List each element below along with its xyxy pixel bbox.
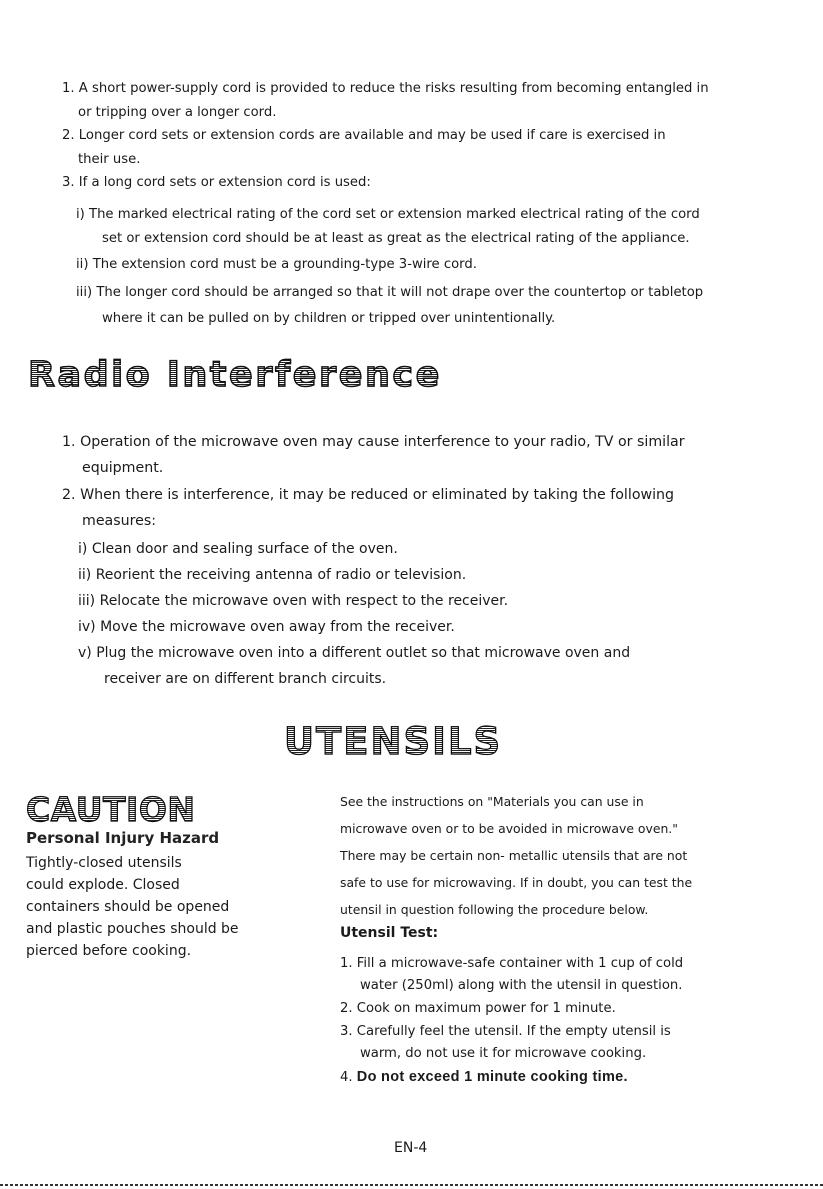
- item-number: ii): [76, 257, 89, 272]
- item-text: Move the microwave oven away from the receiver.: [100, 619, 455, 635]
- item-number: 1.: [62, 434, 76, 450]
- item-text: The marked electrical rating of the cord set or extension marked electrical rating of the cord: [89, 207, 700, 222]
- radio-item-1-cont: equipment.: [82, 460, 164, 476]
- radio-subitem-iv: [78, 615, 455, 639]
- radio-item-2-cont: measures:: [82, 513, 157, 529]
- item-text: Reorient the receiving antenna of radio or television.: [95, 567, 467, 583]
- item-text: Longer cord sets or extension cords are available and may be used if care is exercised in: [78, 128, 666, 143]
- test-step-2: [340, 998, 616, 1020]
- item-text: A short power-supply cord is provided to reduce the risks resulting from becoming entangled in: [78, 81, 709, 96]
- item-number: i): [76, 207, 85, 222]
- test-step-3-cont: warm, do not use it for microwave cooking.: [360, 1046, 647, 1061]
- item-number: iii): [78, 593, 96, 609]
- item-number: 3.: [62, 175, 75, 190]
- cord-item-1: [62, 77, 709, 101]
- caution-line: Tightly-closed utensils: [26, 855, 182, 871]
- item-text: Plug the microwave oven into a different outlet so that microwave oven and: [96, 645, 631, 661]
- intro-line: utensil in question following the procedure below.: [340, 902, 649, 917]
- test-step-1-cont: water (250ml) along with the utensil in question.: [360, 978, 683, 993]
- item-number: 2.: [62, 487, 76, 503]
- item-number: iv): [78, 619, 96, 635]
- item-text: Clean door and sealing surface of the oven.: [91, 541, 398, 557]
- radio-subitem-v-cont: receiver are on different branch circuits.: [104, 671, 387, 687]
- test-step-3: [340, 1021, 671, 1043]
- caution-subtitle: Personal Injury Hazard: [26, 829, 220, 847]
- item-text: The longer cord should be arranged so that it will not drape over the countertop or tabletop: [96, 285, 704, 300]
- item-text: Carefully feel the utensil. If the empty utensil is: [356, 1024, 671, 1039]
- radio-subitem-i: [78, 537, 398, 561]
- page-bottom-border: [0, 1184, 823, 1186]
- intro-line: safe to use for microwaving. If in doubt, you can test the: [340, 875, 693, 890]
- item-text: If a long cord sets or extension cord is used:: [78, 175, 371, 190]
- cord-subitem-i: [76, 203, 700, 227]
- cord-subitem-iii-cont: where it can be pulled on by children or tripped over unintentionally.: [102, 311, 556, 326]
- cord-item-1-cont: or tripping over a longer cord.: [78, 105, 277, 120]
- item-number: 4.: [340, 1070, 353, 1085]
- item-number: iii): [76, 285, 93, 300]
- item-text: The extension cord must be a grounding-type 3-wire cord.: [92, 257, 477, 272]
- radio-interference-heading: Radio Interference: [28, 355, 442, 395]
- cord-subitem-ii: [76, 253, 477, 277]
- item-number: 1.: [62, 81, 75, 96]
- page-number: EN-4: [394, 1140, 428, 1156]
- caution-title: CAUTION: [26, 790, 196, 829]
- radio-subitem-ii: [78, 563, 466, 587]
- caution-line: containers should be opened: [26, 899, 230, 915]
- item-text: Operation of the microwave oven may cause interference to your radio, TV or similar: [80, 434, 685, 450]
- cord-item-2-cont: their use.: [78, 152, 141, 167]
- item-number: 2.: [340, 1001, 353, 1016]
- item-number: v): [78, 645, 92, 661]
- warning-text: Do not exceed 1 minute cooking time.: [356, 1069, 628, 1085]
- utensils-heading: UTENSILS: [284, 720, 503, 763]
- item-number: ii): [78, 567, 92, 583]
- cord-subitem-iii: [76, 281, 703, 305]
- item-number: 2.: [62, 128, 75, 143]
- cord-item-3: [62, 171, 371, 195]
- item-number: i): [78, 541, 88, 557]
- caution-line: pierced before cooking.: [26, 943, 192, 959]
- cord-subitem-i-cont: set or extension cord should be at least as great as the electrical rating of the appliance.: [102, 231, 690, 246]
- radio-item-2: [62, 483, 674, 507]
- cord-item-2: [62, 124, 666, 148]
- item-text: Relocate the microwave oven with respect to the receiver.: [99, 593, 509, 609]
- radio-item-1: [62, 430, 685, 454]
- caution-line: could explode. Closed: [26, 877, 180, 893]
- test-step-4: [340, 1066, 628, 1089]
- intro-line: See the instructions on "Materials you can use in: [340, 794, 644, 809]
- intro-line: There may be certain non- metallic utensils that are not: [340, 848, 688, 863]
- item-text: Fill a microwave-safe container with 1 cup of cold: [356, 956, 684, 971]
- test-step-1: [340, 953, 683, 975]
- radio-subitem-iii: [78, 589, 508, 613]
- utensil-test-label: Utensil Test:: [340, 925, 439, 941]
- item-number: 3.: [340, 1024, 353, 1039]
- caution-line: and plastic pouches should be: [26, 921, 239, 937]
- radio-subitem-v: [78, 641, 630, 665]
- intro-line: microwave oven or to be avoided in microwave oven.": [340, 821, 678, 836]
- item-number: 1.: [340, 956, 353, 971]
- item-text: Cook on maximum power for 1 minute.: [356, 1001, 616, 1016]
- item-text: When there is interference, it may be reduced or eliminated by taking the following: [80, 487, 675, 503]
